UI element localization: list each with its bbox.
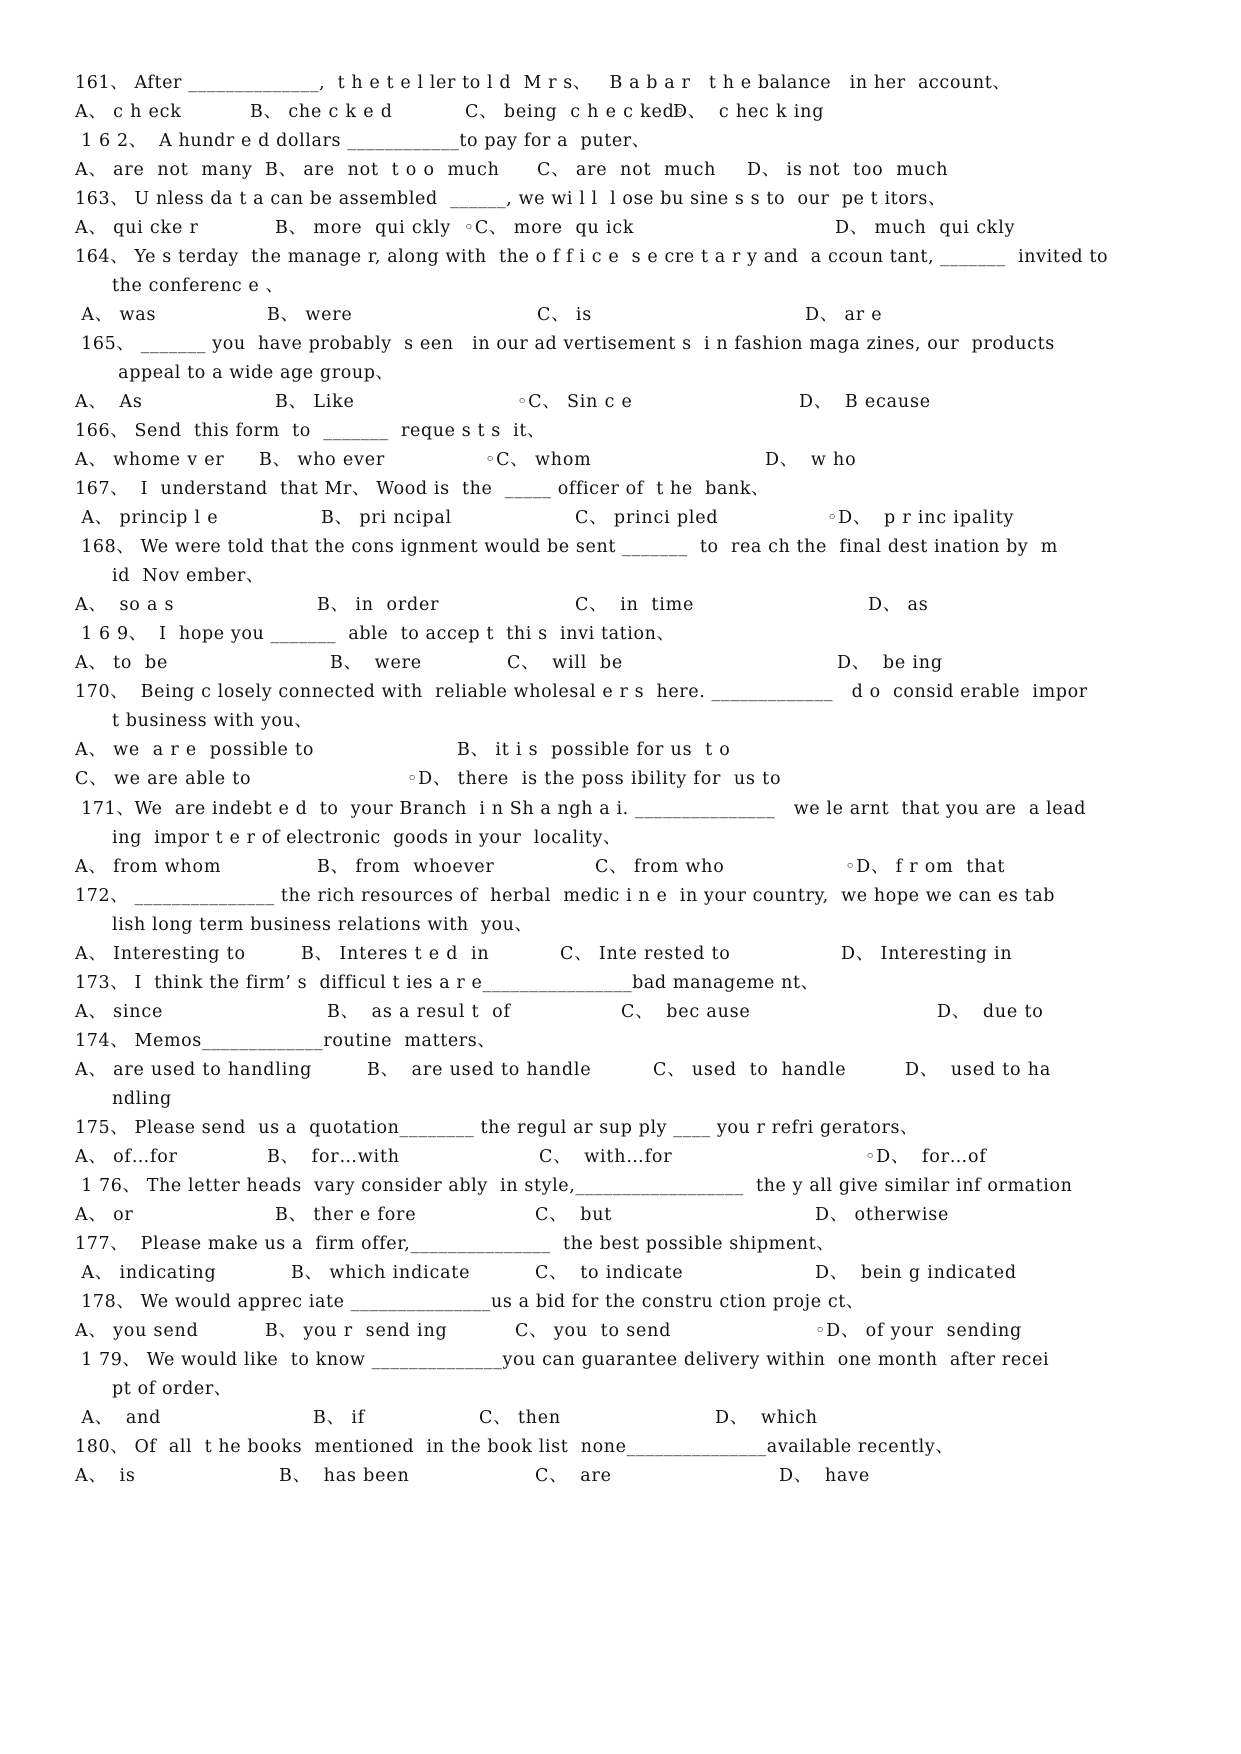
option-c: ◦C、 Sin c e [517, 392, 633, 412]
question-163-options [75, 212, 1016, 244]
option-b: B、 in order [317, 595, 440, 615]
question-165-line-1: 165、 _______ you have probably s een in our ad vertisement s i n fashion maga zines, our products [75, 334, 1055, 354]
question-175-options [75, 1141, 987, 1173]
option-a: A、 we a r e possible to [75, 740, 315, 760]
question-171-line-2: ing impor t e r of electronic goods in your locality、 [112, 828, 622, 848]
question-168-options [75, 589, 929, 621]
question-161-line-1: 161、 After ______________, t h e t e l ler to l d M r s、 B a b a r t h e balance in her account、 [75, 73, 1011, 93]
option-c: C、 but [535, 1205, 613, 1225]
option-b: B、 if [313, 1408, 365, 1428]
question-174-option-d-continued: ndling [112, 1089, 172, 1109]
option-d: D、 as [868, 595, 929, 615]
question-161-options [75, 96, 825, 128]
option-c: C、 are not much [537, 160, 717, 180]
question-166-line-1: 166、 Send this form to _______ reque s t s it、 [75, 421, 546, 441]
question-177-options [75, 1257, 1017, 1289]
question-174-line-1: 174、 Memos_____________routine matters、 [75, 1031, 496, 1051]
option-d: D、 have [779, 1466, 871, 1486]
question-162-options [75, 154, 949, 186]
option-c: C、 being c h e c ked◦ [465, 102, 686, 122]
option-b: B、 were [330, 653, 422, 673]
option-d: D、 be ing [837, 653, 943, 673]
question-179-options [75, 1402, 818, 1434]
question-179-line-1: 1 79、 We would like to know ______________you can guarantee delivery within one month after recei [75, 1350, 1050, 1370]
question-180-line-1: 180、 Of all t he books mentioned in the book list none_______________available recently、 [75, 1437, 954, 1457]
option-d: D、 B ecause [799, 392, 931, 412]
question-178-line-1: 178、 We would apprec iate _______________us a bid for the constru ction proje ct、 [75, 1292, 864, 1312]
option-c: C、 are [535, 1466, 612, 1486]
option-c: C、 from who [595, 857, 725, 877]
question-178-options [75, 1315, 1023, 1347]
option-a: A、 whome v er [75, 450, 225, 470]
question-171-line-1: 171、We are indebt e d to your Branch i n Sh a ngh a i. _______________ we le arnt that you are a lead [75, 799, 1087, 819]
option-a: A、 or [75, 1205, 134, 1225]
option-c: C、 then [479, 1408, 561, 1428]
option-a: A、 are used to handling [75, 1060, 313, 1080]
option-a: A、 of…for [75, 1147, 178, 1167]
option-a: A、 c h eck [75, 102, 182, 122]
question-170-line-2: t business with you、 [112, 711, 313, 731]
question-176-options [75, 1199, 950, 1231]
option-c: C、 used to handle [653, 1060, 847, 1080]
option-d: D、 which [715, 1408, 818, 1428]
question-169-line-1: 1 6 9、 I hope you _______ able to accep t thi s invi tation、 [75, 624, 675, 644]
option-b: B、 you r send ing [265, 1321, 448, 1341]
option-c: C、 will be [507, 653, 624, 673]
question-173-options [75, 996, 1044, 1028]
question-173-line-1: 173、 I think the firm’ s difficul t ies a r e________________bad manageme nt、 [75, 973, 819, 993]
option-b: B、 are not t o o much [265, 160, 500, 180]
option-d: D、 bein g indicated [815, 1263, 1017, 1283]
option-d: ◦D、 f r om that [845, 857, 1006, 877]
option-b: B、 who ever [259, 450, 386, 470]
option-b: B、 from whoever [317, 857, 495, 877]
option-b: B、 are used to handle [367, 1060, 592, 1080]
option-b: B、 were [267, 305, 353, 325]
option-a: A、 since [75, 1002, 164, 1022]
option-b: B、 che c k e d [250, 102, 393, 122]
option-b: B、 pri ncipal [321, 508, 452, 528]
question-166-options [75, 444, 857, 476]
option-a: A、 was [75, 305, 157, 325]
option-b: B、 Like [275, 392, 355, 412]
option-a: A、 is [75, 1466, 136, 1486]
option-c: C、 in time [575, 595, 695, 615]
option-b: B、 ther e fore [275, 1205, 417, 1225]
option-d: D、 ar e [805, 305, 883, 325]
question-170-options-ab [75, 734, 731, 766]
option-c: C、 Inte rested to [560, 944, 731, 964]
option-a: A、 you send [75, 1321, 199, 1341]
option-d: D、 used to ha [905, 1060, 1052, 1080]
option-c: C、 you to send [515, 1321, 672, 1341]
option-a: A、 Interesting to [75, 944, 246, 964]
question-168-line-1: 168、 We were told that the cons ignment would be sent _______ to rea ch the final dest ination by m [75, 537, 1058, 557]
option-c: C、 to indicate [535, 1263, 684, 1283]
question-172-options [75, 938, 1013, 970]
question-172-line-1: 172、 _______________ the rich resources of herbal medic i n e in your country, we hope we can es tab [75, 886, 1056, 906]
question-168-line-2: id Nov ember、 [112, 566, 264, 586]
question-167-line-1: 167、 I understand that Mr、 Wood is the _____ officer of t he bank、 [75, 479, 770, 499]
question-176-line-1: 1 76、 The letter heads vary consider ably in style,__________________ the y all give similar inf ormation [75, 1176, 1073, 1196]
option-a: A、 to be [75, 653, 169, 673]
option-b: B、 as a resul t of [327, 1002, 511, 1022]
option-a: A、 As [75, 392, 143, 412]
question-162-line-1: 1 6 2、 A hundr e d dollars ____________to pay for a puter、 [75, 131, 650, 151]
question-179-line-2: pt of order、 [112, 1379, 232, 1399]
question-177-line-1: 177、 Please make us a firm offer,_______________ the best possible shipment、 [75, 1234, 835, 1254]
option-a: A、 so a s [75, 595, 175, 615]
option-b: B、 has been [279, 1466, 410, 1486]
option-b: B、 which indicate [291, 1263, 471, 1283]
question-164-line-1: 164、 Ye s terday the manage r, along with the o f f i c e s e cre t a r y and a ccoun tant, _______ invited to [75, 247, 1109, 267]
option-b: B、 for…with [267, 1147, 400, 1167]
option-d: ◦D、 of your sending [815, 1321, 1023, 1341]
option-c: C、 with…for [539, 1147, 673, 1167]
question-171-options [75, 851, 1006, 883]
option-d: D、 otherwise [815, 1205, 950, 1225]
option-d: D、 is not too much [747, 160, 949, 180]
question-170-line-1: 170、 Being c losely connected with reliable wholesal e r s here. _____________ d o consid erable impor [75, 682, 1088, 702]
option-c: C、 bec ause [621, 1002, 751, 1022]
option-d: D、 w ho [765, 450, 857, 470]
option-c: C、 is [537, 305, 593, 325]
option-a: A、 are not many [75, 160, 253, 180]
question-164-options [75, 299, 883, 331]
option-c: C、 we are able to [75, 769, 252, 789]
option-a: A、 and [75, 1408, 162, 1428]
option-a: A、 indicating [75, 1263, 217, 1283]
option-d: ◦D、 there is the poss ibility for us to [407, 769, 782, 789]
option-d: D、 c hec k ing [673, 102, 825, 122]
question-164-line-2: the conferenc e 、 [112, 276, 284, 296]
question-170-options-cd [75, 763, 782, 795]
option-d: D、 much qui ckly [835, 218, 1016, 238]
option-d: D、 Interesting in [841, 944, 1013, 964]
question-169-options [75, 647, 943, 679]
option-c: C、 princi pled [575, 508, 719, 528]
option-a: A、 from whom [75, 857, 222, 877]
question-165-options [75, 386, 931, 418]
option-a: A、 princip l e [75, 508, 219, 528]
option-d: ◦D、 p r inc ipality [827, 508, 1015, 528]
question-163-line-1: 163、 U nless da t a can be assembled ______, we wi l l l ose bu sine s s to our pe t itors、 [75, 189, 947, 209]
question-174-options [75, 1054, 1052, 1086]
option-b: B、 Interes t e d in [301, 944, 490, 964]
question-165-line-2: appeal to a wide age group、 [112, 363, 394, 383]
question-172-line-2: lish long term business relations with you、 [112, 915, 533, 935]
question-180-options [75, 1460, 871, 1492]
option-b-c: B、 more qui ckly ◦C、 more qu ick [275, 218, 635, 238]
question-175-line-1: 175、 Please send us a quotation________ the regul ar sup ply ____ you r refri gerators、 [75, 1118, 919, 1138]
option-b: B、 it i s possible for us t o [457, 740, 731, 760]
option-c: ◦C、 whom [485, 450, 592, 470]
option-d: D、 due to [937, 1002, 1044, 1022]
option-a: A、 qui cke r [75, 218, 199, 238]
option-d: ◦D、 for…of [865, 1147, 987, 1167]
question-167-options [75, 502, 1015, 534]
